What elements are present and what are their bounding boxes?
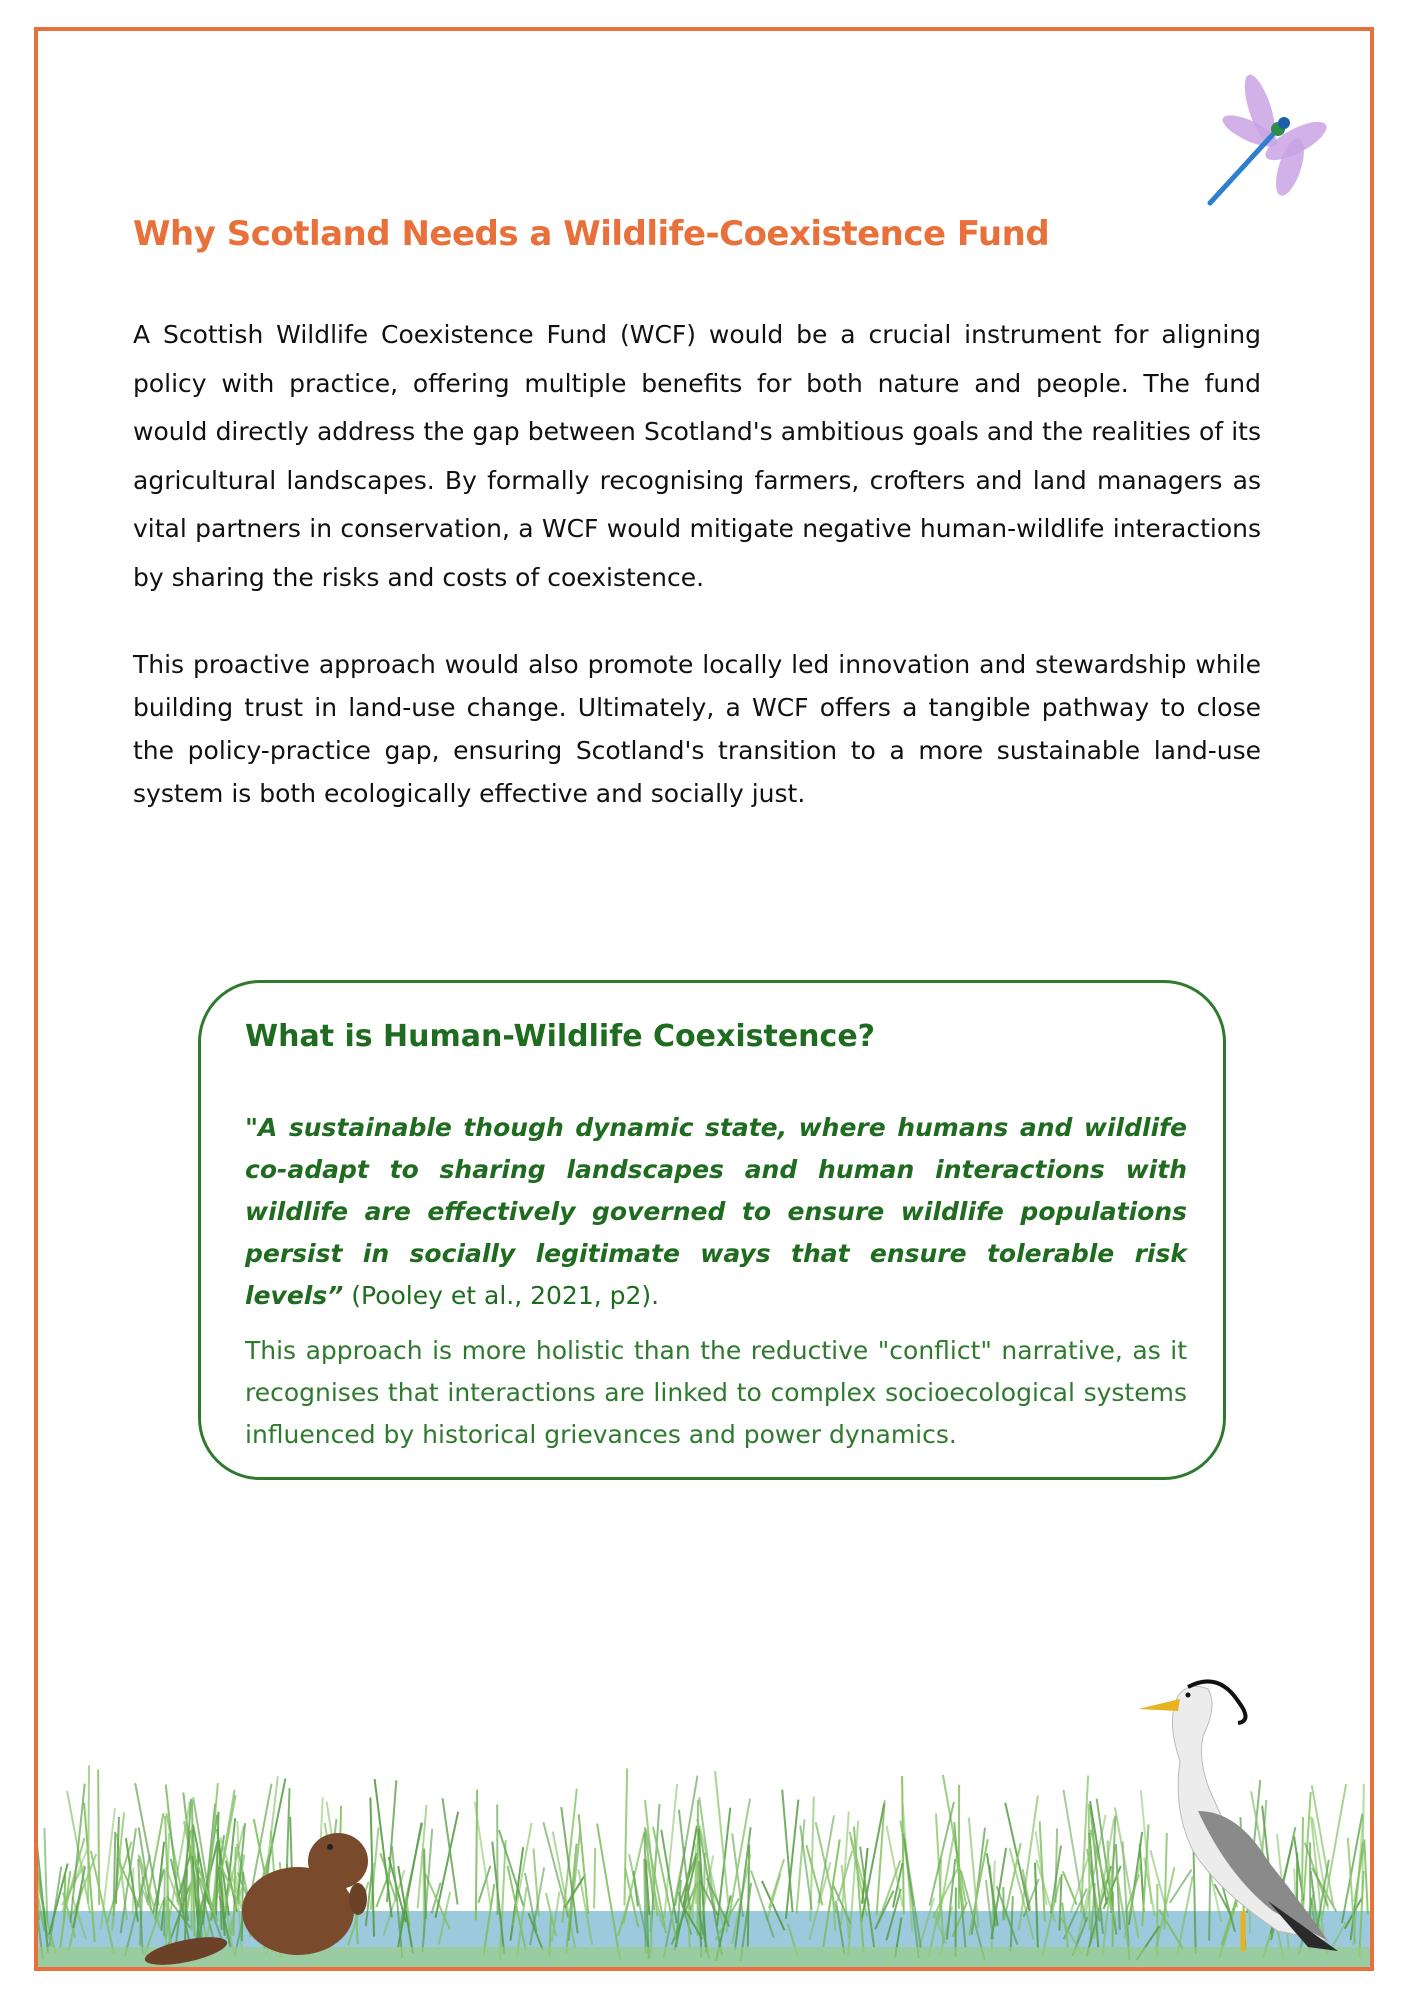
callout-title: What is Human-Wildlife Coexistence? [245, 1019, 876, 1054]
grass-blade [1302, 1817, 1303, 1915]
grass-blade [800, 1825, 812, 1910]
grass-blade [216, 1812, 218, 1919]
dragonfly-illustration [1188, 71, 1338, 221]
intro-paragraph: A Scottish Wildlife Coexistence Fund (WCF) would be a crucial instrument for aligning policy with practice, offering multiple benefits for both nature and people. The fund would directly address the gap between Scotland's ambitious goals and the realities of its agricultural landscapes. By formally recognising farmers, crofters and land managers as vital partners in conservation, a WCF would mitigate negative human-wildlife interactions by sharing the risks and costs of coexistence. [133, 320, 1261, 592]
grass-blade [164, 1870, 165, 1936]
grass-blade [902, 1776, 904, 1914]
definition-quote [245, 1107, 1187, 1317]
grass-blade [1322, 1784, 1346, 1916]
callout-body: This approach is more holistic than the reductive "conflict" narrative, as it recognises that interactions are linked to complex socioecological systems influenced by historical grievances and power dynamics. [245, 1336, 1187, 1449]
definition-callout [198, 980, 1226, 1480]
grass-blade [624, 1769, 627, 1906]
page-frame [34, 27, 1374, 1971]
landscape-illustration [38, 1651, 1370, 1971]
grass-blade [769, 1859, 784, 1908]
second-paragraph: This proactive approach would also promote locally led innovation and stewardship while building trust in land-use change. Ultimately, a WCF offers a tangible pathway to close the policy-practice gap, ensuring Scotland's transition to a more sustainable land-use system is both ecologically effective and socially just. [133, 650, 1261, 808]
grass-blade [594, 1848, 595, 1908]
heron-illustration [1138, 1681, 1338, 1951]
grass-blade [88, 1765, 89, 1903]
grass-blade [782, 1790, 792, 1912]
quote-citation: (Pooley et al., 2021, p2). [343, 1281, 660, 1310]
grass-blade [513, 1823, 532, 1925]
page-title: Why Scotland Needs a Wildlife-Coexistence Fund [133, 214, 1050, 254]
grass-blade [1364, 1839, 1368, 1914]
grass-blade [476, 1790, 477, 1921]
grass-blade [1089, 1804, 1090, 1930]
quote-text: "A sustainable though dynamic state, where humans and wildlife co-adapt to sharing landscapes and human interactions with wildlife are effectively governed to ensure wildlife populations persist in socially legitimate ways that ensure tolerable risk levels” [245, 1113, 1187, 1310]
